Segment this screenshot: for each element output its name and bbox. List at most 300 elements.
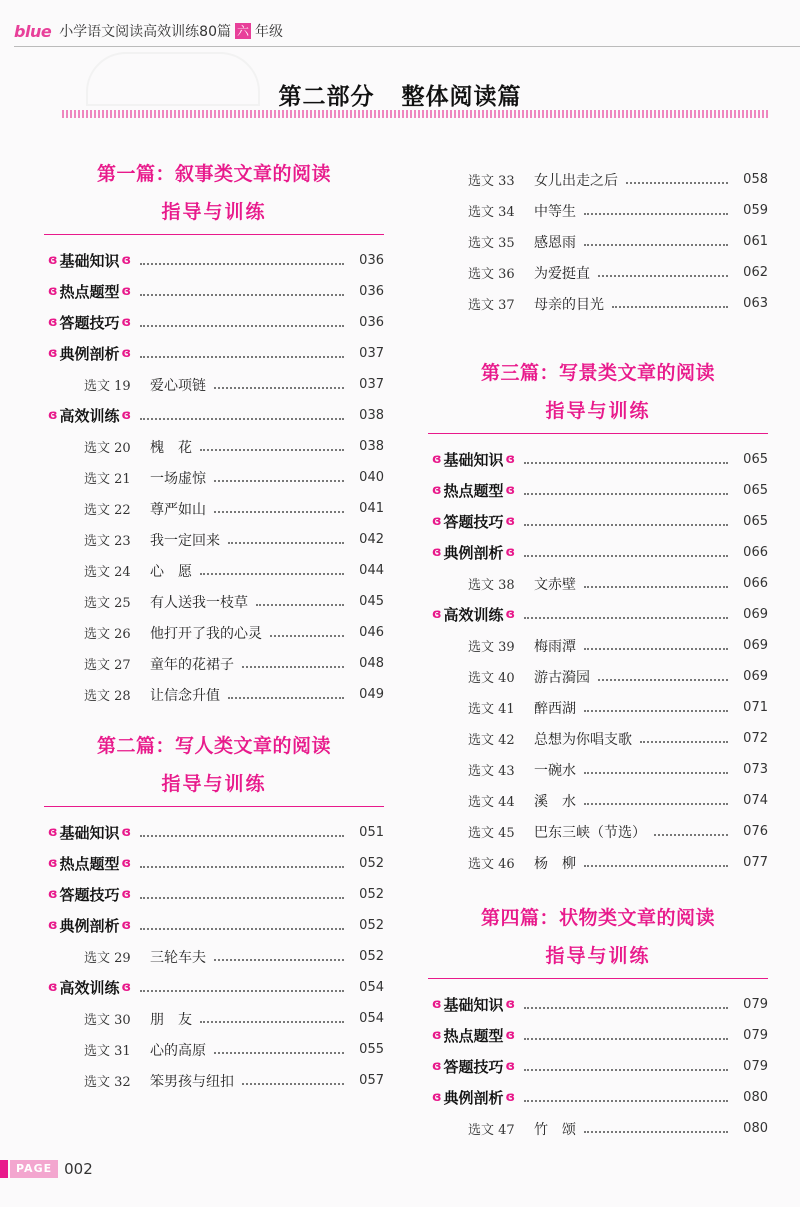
selection-title: 感恩雨	[534, 234, 576, 251]
page-ref: 065	[743, 452, 768, 467]
page-ref: 052	[359, 887, 384, 902]
toc-selection-row[interactable]	[44, 493, 384, 524]
dot-leader	[584, 803, 728, 805]
toc-selection-row[interactable]	[428, 816, 768, 847]
selection-title: 心 愿	[150, 563, 192, 580]
dot-leader	[584, 244, 728, 246]
dot-leader	[200, 573, 344, 575]
toc-category-row[interactable]	[428, 444, 768, 475]
ornament-left-icon: ɞ	[48, 856, 55, 871]
header-divider	[14, 46, 800, 47]
selection-title: 文赤壁	[534, 576, 576, 593]
toc-list	[428, 164, 768, 319]
category-label	[428, 542, 518, 563]
dot-leader	[640, 741, 728, 743]
selection-number: 选文 24	[84, 565, 131, 580]
toc-right-column	[428, 164, 768, 1144]
section-subtitle: 指导与训练	[545, 945, 651, 967]
page-ref: 080	[743, 1121, 768, 1136]
page-ref: 077	[743, 855, 768, 870]
toc-category-row[interactable]	[428, 1051, 768, 1082]
toc-selection-row[interactable]	[428, 568, 768, 599]
toc-category-row[interactable]	[44, 817, 384, 848]
toc-selection-row[interactable]	[428, 195, 768, 226]
ornament-left-icon: ɞ	[48, 315, 55, 330]
selection-title: 一碗水	[534, 762, 576, 779]
ornament-right-icon: ɞ	[505, 483, 513, 498]
page-ref: 065	[743, 483, 768, 498]
category-label	[428, 604, 518, 625]
dot-leader	[228, 542, 344, 544]
category-text: 热点题型	[443, 482, 504, 500]
toc-selection-row[interactable]	[428, 754, 768, 785]
toc-category-row[interactable]	[428, 1020, 768, 1051]
dot-leader	[140, 897, 344, 899]
category-text: 热点题型	[443, 1027, 504, 1045]
ornament-left-icon: ɞ	[48, 284, 55, 299]
toc-category-row[interactable]	[428, 599, 768, 630]
page-ref: 052	[359, 856, 384, 871]
dot-leader	[140, 294, 344, 296]
dot-leader	[242, 1083, 344, 1085]
selection-title: 为爱挺直	[534, 265, 590, 282]
toc-selection-row[interactable]	[44, 369, 384, 400]
series-logo: blue	[14, 21, 52, 41]
selection-number: 选文 35	[468, 236, 515, 251]
selection-number: 选文 45	[468, 826, 515, 841]
page-ref: 036	[359, 253, 384, 268]
ornament-left-icon: ɞ	[432, 1028, 439, 1043]
ornament-right-icon: ɞ	[121, 980, 129, 995]
toc-category-row[interactable]	[44, 848, 384, 879]
ornament-right-icon: ɞ	[121, 315, 129, 330]
dot-leader	[140, 356, 344, 358]
toc-selection-row[interactable]	[428, 785, 768, 816]
toc-selection-row[interactable]	[428, 226, 768, 257]
section-subtitle: 指导与训练	[161, 201, 267, 223]
category-label	[44, 915, 134, 936]
toc-list	[44, 245, 384, 710]
selection-title: 爱心项链	[150, 377, 206, 394]
ornament-right-icon: ɞ	[121, 346, 129, 361]
selection-title: 尊严如山	[150, 501, 206, 518]
section-subtitle: 指导与训练	[161, 773, 267, 795]
toc-list	[428, 444, 768, 878]
category-label	[428, 511, 518, 532]
page-ref: 059	[743, 203, 768, 218]
ornament-left-icon: ɞ	[432, 1090, 439, 1105]
dot-leader	[140, 418, 344, 420]
ornament-right-icon: ɞ	[505, 607, 513, 622]
ornament-left-icon: ɞ	[48, 825, 55, 840]
ornament-left-icon: ɞ	[48, 253, 55, 268]
selection-number: 选文 43	[468, 764, 515, 779]
dot-leader	[612, 306, 728, 308]
page-ref: 079	[743, 1059, 768, 1074]
dot-leader	[524, 493, 728, 495]
page-ref: 038	[359, 439, 384, 454]
page-ref: 041	[359, 501, 384, 516]
toc-selection-row[interactable]	[44, 1065, 384, 1096]
dot-leader	[256, 604, 344, 606]
dot-leader	[140, 928, 344, 930]
ornament-left-icon: ɞ	[48, 346, 55, 361]
toc-category-row[interactable]	[44, 400, 384, 431]
selection-title: 总想为你唱支歌	[534, 731, 632, 748]
selection-title: 巴东三峡（节选）	[534, 824, 646, 841]
page-ref: 052	[359, 949, 384, 964]
dot-leader	[140, 835, 344, 837]
ornament-right-icon: ɞ	[121, 284, 129, 299]
toc-selection-row[interactable]	[428, 661, 768, 692]
ornament-right-icon: ɞ	[505, 514, 513, 529]
page-ref: 073	[743, 762, 768, 777]
page-ref: 046	[359, 625, 384, 640]
category-label	[44, 822, 134, 843]
toc-category-row[interactable]	[428, 989, 768, 1020]
ornament-right-icon: ɞ	[121, 887, 129, 902]
category-text: 答题技巧	[59, 314, 120, 332]
dot-leader	[214, 387, 344, 389]
section-divider	[428, 978, 768, 979]
ornament-left-icon: ɞ	[48, 980, 55, 995]
selection-number: 选文 26	[84, 627, 131, 642]
selection-title: 一场虚惊	[150, 470, 206, 487]
page-ref: 061	[743, 234, 768, 249]
selection-title: 槐 花	[150, 439, 192, 456]
section-title: 第四篇：状物类文章的阅读	[480, 907, 715, 929]
toc-selection-row[interactable]	[44, 431, 384, 462]
selection-number: 选文 31	[84, 1044, 131, 1059]
page-ref: 045	[359, 594, 384, 609]
selection-title: 中等生	[534, 203, 576, 220]
dot-leader	[140, 866, 344, 868]
toc-selection-row[interactable]	[428, 692, 768, 723]
ornament-right-icon: ɞ	[505, 545, 513, 560]
page-ref: 038	[359, 408, 384, 423]
page-ref: 044	[359, 563, 384, 578]
ornament-left-icon: ɞ	[432, 1059, 439, 1074]
selection-title: 我一定回来	[150, 532, 220, 549]
selection-number: 选文 42	[468, 733, 515, 748]
dot-leader	[214, 480, 344, 482]
selection-number: 选文 23	[84, 534, 131, 549]
toc-list	[44, 817, 384, 1096]
dot-leader	[598, 275, 728, 277]
toc-category-row[interactable]	[428, 537, 768, 568]
dot-leader	[584, 213, 728, 215]
ornament-left-icon: ɞ	[432, 607, 439, 622]
selection-number: 选文 44	[468, 795, 515, 810]
section-title: 第二篇：写人类文章的阅读	[96, 735, 331, 757]
ornament-right-icon: ɞ	[121, 918, 129, 933]
page-ref: 054	[359, 980, 384, 995]
selection-number: 选文 39	[468, 640, 515, 655]
selection-title: 竹 颂	[534, 1121, 576, 1138]
ornament-left-icon: ɞ	[432, 483, 439, 498]
page-ref: 080	[743, 1090, 768, 1105]
selection-title: 溪 水	[534, 793, 576, 810]
footer-tab	[0, 1160, 8, 1178]
selection-number: 选文 32	[84, 1075, 131, 1090]
ornament-right-icon: ɞ	[121, 856, 129, 871]
section-header	[44, 732, 384, 807]
page-ref: 051	[359, 825, 384, 840]
page-ref: 057	[359, 1073, 384, 1088]
selection-title: 笨男孩与纽扣	[150, 1073, 234, 1090]
dot-leader	[214, 1052, 344, 1054]
dot-leader	[524, 524, 728, 526]
category-label	[428, 480, 518, 501]
page-ref: 054	[359, 1011, 384, 1026]
toc-selection-row[interactable]	[44, 617, 384, 648]
ornament-left-icon: ɞ	[48, 918, 55, 933]
category-text: 基础知识	[59, 824, 120, 842]
selection-number: 选文 22	[84, 503, 131, 518]
toc-selection-row[interactable]	[428, 723, 768, 754]
selection-number: 选文 40	[468, 671, 515, 686]
dot-leader	[524, 1069, 728, 1071]
section-divider	[44, 806, 384, 807]
dot-leader	[584, 648, 728, 650]
ornament-left-icon: ɞ	[432, 545, 439, 560]
category-text: 高效训练	[59, 407, 120, 425]
page-ref: 040	[359, 470, 384, 485]
grade-badge: 六	[237, 24, 250, 38]
selection-title: 有人送我一枝草	[150, 594, 248, 611]
selection-number: 选文 38	[468, 578, 515, 593]
selection-title: 三轮车夫	[150, 949, 206, 966]
dot-leader	[626, 182, 728, 184]
selection-title: 游古漪园	[534, 669, 590, 686]
toc-selection-row[interactable]	[44, 679, 384, 710]
category-text: 典例剖析	[443, 544, 504, 562]
section-title: 第一篇：叙事类文章的阅读	[96, 163, 331, 185]
ornament-right-icon: ɞ	[505, 1028, 513, 1043]
selection-title: 梅雨潭	[534, 638, 576, 655]
page-ref: 037	[359, 346, 384, 361]
dot-leader	[584, 586, 728, 588]
toc-category-row[interactable]	[44, 910, 384, 941]
ornament-right-icon: ɞ	[121, 408, 129, 423]
selection-title: 让信念升值	[150, 687, 220, 704]
category-text: 典例剖析	[59, 917, 120, 935]
page-ref: 036	[359, 315, 384, 330]
toc-selection-row[interactable]	[44, 524, 384, 555]
ornament-left-icon: ɞ	[48, 887, 55, 902]
category-label	[44, 405, 134, 426]
page-ref: 069	[743, 607, 768, 622]
dot-leader	[214, 959, 344, 961]
dot-leader	[140, 263, 344, 265]
page-ref: 062	[743, 265, 768, 280]
dot-leader	[200, 1021, 344, 1023]
toc-selection-row[interactable]	[44, 462, 384, 493]
toc-selection-row[interactable]	[428, 630, 768, 661]
category-text: 基础知识	[59, 252, 120, 270]
toc-category-row[interactable]	[44, 879, 384, 910]
toc-left-column	[44, 160, 384, 1096]
dot-leader	[524, 462, 728, 464]
toc-category-row[interactable]	[428, 475, 768, 506]
category-text: 高效训练	[59, 979, 120, 997]
toc-selection-row[interactable]	[428, 1113, 768, 1144]
selection-number: 选文 36	[468, 267, 515, 282]
dot-leader	[584, 865, 728, 867]
dot-leader	[524, 617, 728, 619]
category-label	[44, 250, 134, 271]
page-ref: 074	[743, 793, 768, 808]
toc-selection-row[interactable]	[428, 257, 768, 288]
section-header	[44, 160, 384, 235]
toc-category-row[interactable]	[44, 245, 384, 276]
book-title: 小学语文阅读高效训练80篇	[59, 24, 232, 40]
page-number: 002	[64, 1160, 93, 1178]
selection-number: 选文 46	[468, 857, 515, 872]
selection-title: 他打开了我的心灵	[150, 625, 262, 642]
toc-selection-row[interactable]	[44, 555, 384, 586]
selection-title: 朋 友	[150, 1011, 192, 1028]
category-text: 基础知识	[443, 451, 504, 469]
dot-leader	[584, 772, 728, 774]
category-label	[428, 994, 518, 1015]
toc-selection-row[interactable]	[44, 648, 384, 679]
toc-category-row[interactable]	[44, 276, 384, 307]
selection-number: 选文 30	[84, 1013, 131, 1028]
selection-title: 心的高原	[150, 1042, 206, 1059]
toc-category-row[interactable]	[44, 338, 384, 369]
ornament-left-icon: ɞ	[432, 452, 439, 467]
toc-selection-row[interactable]	[428, 164, 768, 195]
dot-leader	[524, 1007, 728, 1009]
selection-title: 醉西湖	[534, 700, 576, 717]
section-header	[428, 359, 768, 434]
selection-number: 选文 33	[468, 174, 515, 189]
toc-selection-row[interactable]	[44, 586, 384, 617]
page-ref: 042	[359, 532, 384, 547]
category-label	[428, 1087, 518, 1108]
selection-number: 选文 19	[84, 379, 131, 394]
section-divider	[428, 433, 768, 434]
selection-number: 选文 29	[84, 951, 131, 966]
category-label	[428, 1025, 518, 1046]
toc-category-row[interactable]	[44, 307, 384, 338]
dot-leader	[598, 679, 728, 681]
category-text: 答题技巧	[59, 886, 120, 904]
page-ref: 063	[743, 296, 768, 311]
dot-leader	[524, 555, 728, 557]
selection-number: 选文 20	[84, 441, 131, 456]
page-ref: 049	[359, 687, 384, 702]
section-header	[428, 904, 768, 979]
category-text: 典例剖析	[443, 1089, 504, 1107]
page-ref: 058	[743, 172, 768, 187]
ornament-right-icon: ɞ	[505, 1090, 513, 1105]
ornament-left-icon: ɞ	[48, 408, 55, 423]
toc-selection-row[interactable]	[428, 847, 768, 878]
dot-leader	[242, 666, 344, 668]
ornament-right-icon: ɞ	[505, 452, 513, 467]
selection-title: 母亲的目光	[534, 296, 604, 313]
selection-number: 选文 21	[84, 472, 131, 487]
selection-number: 选文 41	[468, 702, 515, 717]
category-text: 答题技巧	[443, 513, 504, 531]
category-text: 热点题型	[59, 855, 120, 873]
running-header	[14, 20, 283, 42]
selection-number: 选文 34	[468, 205, 515, 220]
toc-selection-row[interactable]	[44, 1003, 384, 1034]
ornament-right-icon: ɞ	[505, 1059, 513, 1074]
dot-leader	[524, 1100, 728, 1102]
category-text: 典例剖析	[59, 345, 120, 363]
dot-leader	[584, 1131, 728, 1133]
page-ref: 065	[743, 514, 768, 529]
selection-number: 选文 37	[468, 298, 515, 313]
page-ref: 066	[743, 545, 768, 560]
selection-title: 杨 柳	[534, 855, 576, 872]
dot-leader	[140, 990, 344, 992]
section-title: 第三篇：写景类文章的阅读	[480, 362, 715, 384]
page-ref: 079	[743, 997, 768, 1012]
selection-title: 童年的花裙子	[150, 656, 234, 673]
toc-category-row[interactable]	[428, 1082, 768, 1113]
page-ref: 071	[743, 700, 768, 715]
selection-number: 选文 27	[84, 658, 131, 673]
category-text: 答题技巧	[443, 1058, 504, 1076]
page-ref: 069	[743, 669, 768, 684]
category-text: 热点题型	[59, 283, 120, 301]
selection-number: 选文 28	[84, 689, 131, 704]
ornament-right-icon: ɞ	[121, 825, 129, 840]
ornament-right-icon: ɞ	[121, 253, 129, 268]
page-ref: 052	[359, 918, 384, 933]
dot-leader	[654, 834, 728, 836]
category-label	[44, 343, 134, 364]
dot-leader	[228, 697, 344, 699]
category-label	[428, 449, 518, 470]
selection-number: 选文 47	[468, 1123, 515, 1138]
page-ref: 072	[743, 731, 768, 746]
page-ref: 055	[359, 1042, 384, 1057]
category-label	[44, 281, 134, 302]
dot-leader	[200, 449, 344, 451]
page-ref: 079	[743, 1028, 768, 1043]
dot-leader	[524, 1038, 728, 1040]
toc-selection-row[interactable]	[44, 941, 384, 972]
toc-selection-row[interactable]	[428, 288, 768, 319]
toc-list	[428, 989, 768, 1144]
footer-page-word: PAGE	[10, 1160, 58, 1178]
dot-leader	[270, 635, 344, 637]
page-ref: 048	[359, 656, 384, 671]
toc-category-row[interactable]	[44, 972, 384, 1003]
category-label	[44, 312, 134, 333]
page-ref: 069	[743, 638, 768, 653]
selection-title: 女儿出走之后	[534, 172, 618, 189]
selection-number: 选文 25	[84, 596, 131, 611]
category-label	[44, 977, 134, 998]
toc-selection-row[interactable]	[44, 1034, 384, 1065]
category-text: 基础知识	[443, 996, 504, 1014]
category-label	[428, 1056, 518, 1077]
page-ref: 066	[743, 576, 768, 591]
dot-leader	[214, 511, 344, 513]
toc-category-row[interactable]	[428, 506, 768, 537]
section-subtitle: 指导与训练	[545, 400, 651, 422]
ornament-left-icon: ɞ	[432, 997, 439, 1012]
page-footer	[0, 1158, 93, 1180]
ornament-right-icon: ɞ	[505, 997, 513, 1012]
